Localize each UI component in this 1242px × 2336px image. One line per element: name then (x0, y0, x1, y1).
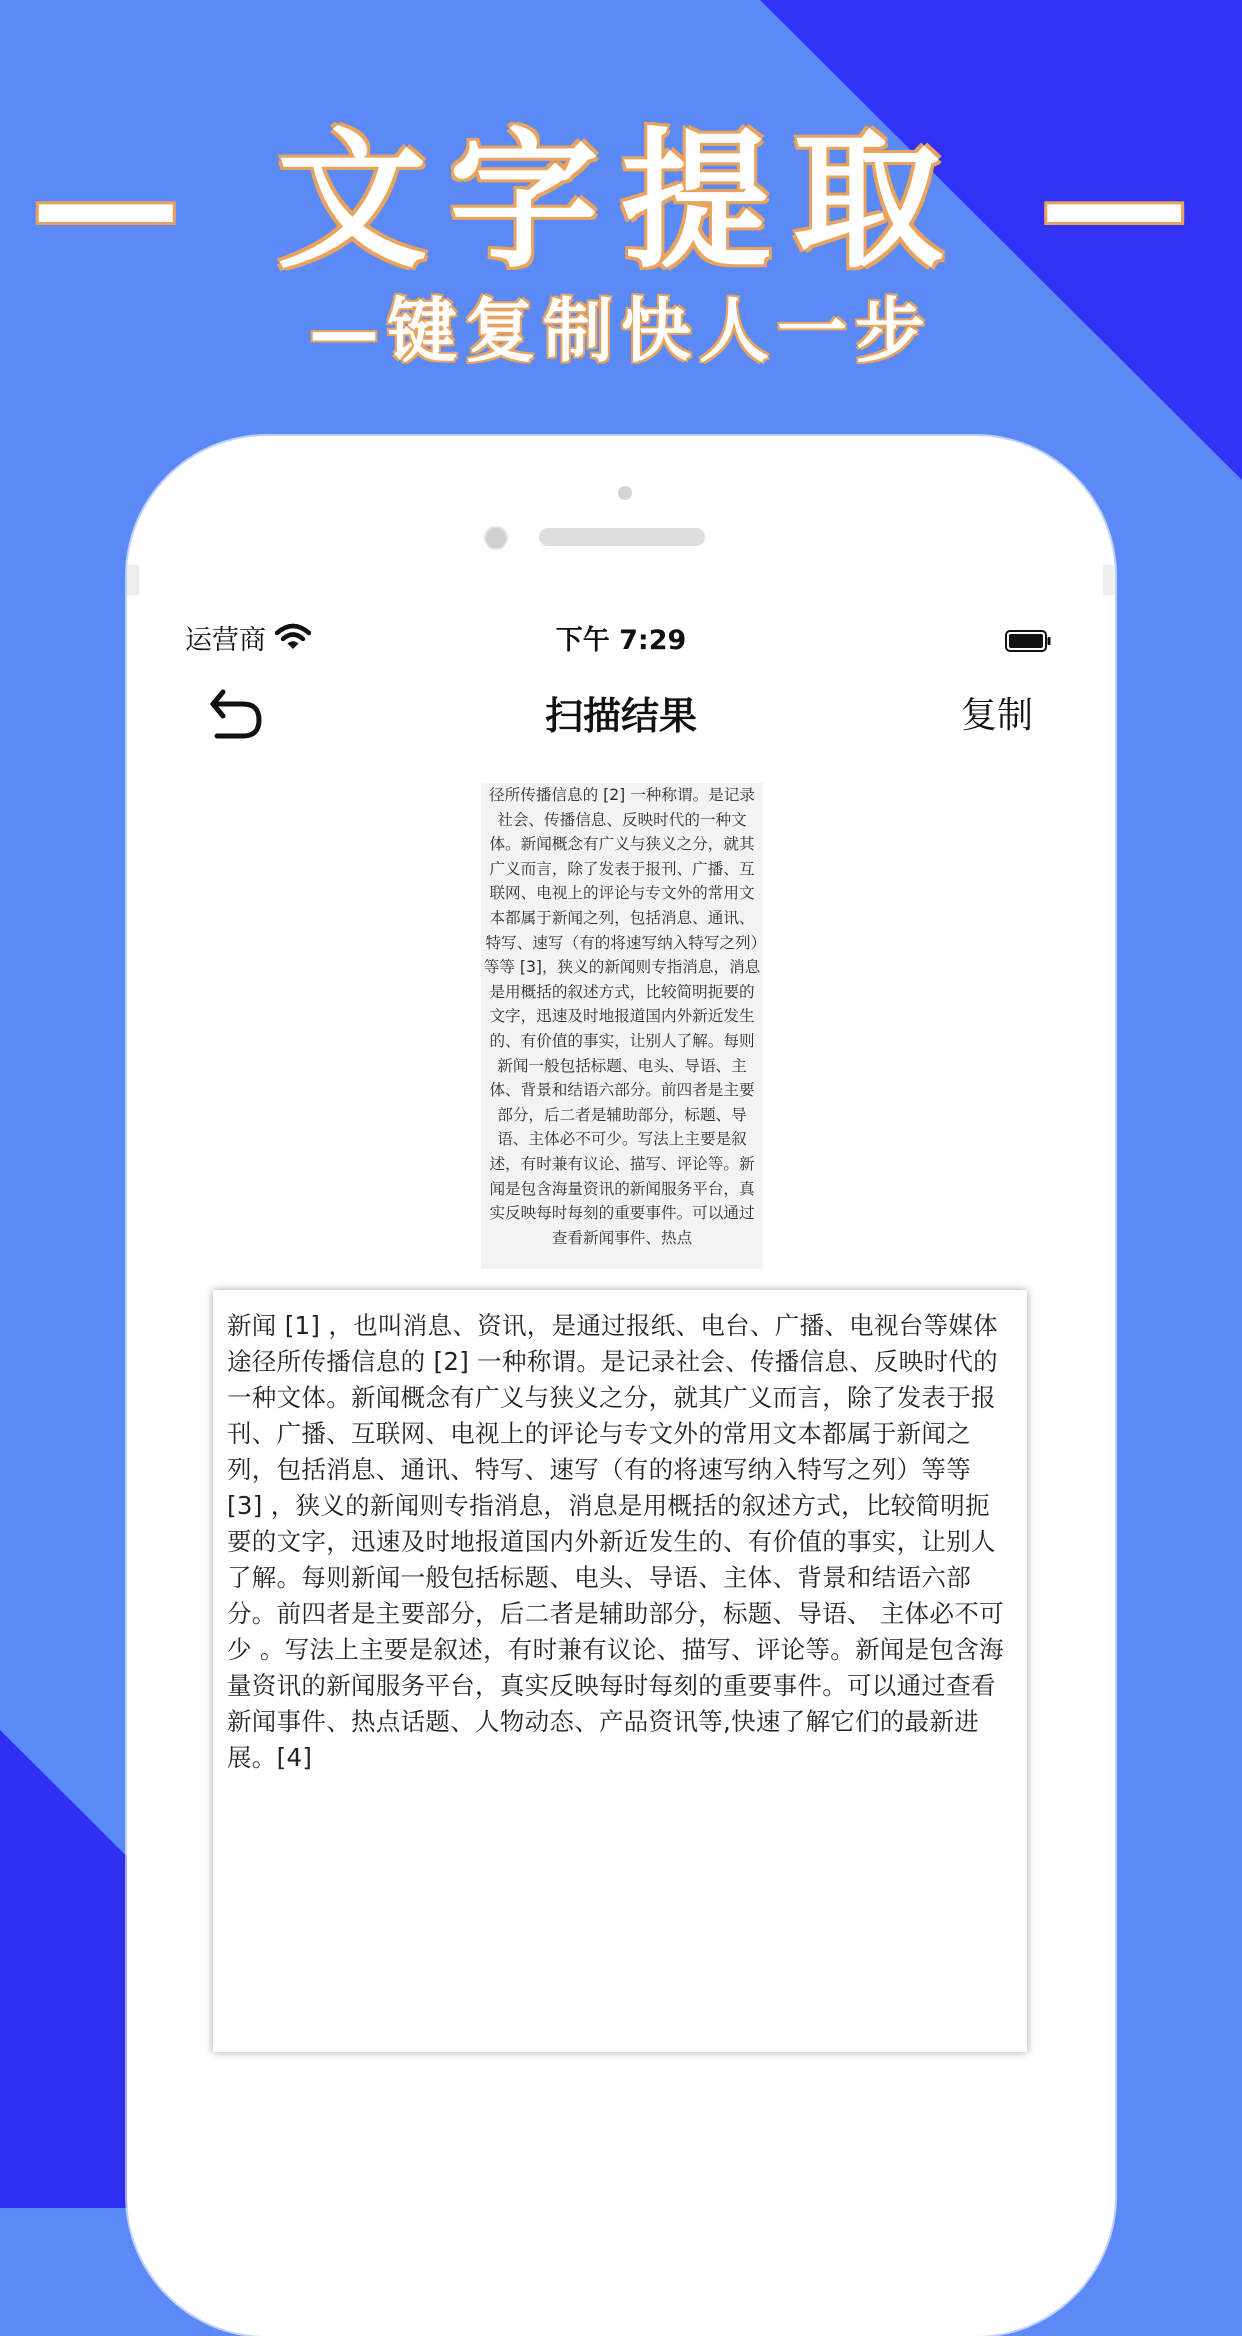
phone-side-button-right (1103, 565, 1115, 595)
result-text-area[interactable] (213, 1290, 1027, 2052)
phone-camera (484, 526, 508, 550)
phone-sensor-dot (618, 486, 632, 500)
status-time: 下午 7:29 (555, 625, 687, 656)
status-bar (127, 611, 1115, 671)
promo-subtitle: —键复制快人一步 (309, 289, 933, 372)
battery-icon (1005, 630, 1051, 652)
page-title: 扫描结果 (544, 694, 697, 738)
nav-bar (127, 666, 1115, 766)
phone-side-button-left (127, 565, 139, 595)
scanned-image-text: 径所传播信息的 [2] 一种称谓。是记录社会、传播信息、反映时代的一种文体。新闻概念有广义与狭义之分，就其广义而言，除了发表于报刊、广播、互联网、电视上的评论与专文外的常用文本都属于新闻之列，包括消息、通讯、特写、速写（有的将速写纳入特写之列）等等 [3]，狭义的新闻则专指消息，消息是用概括的叙述方式，比较简明扼要的文字，迅速及时地报道国内外新近发生的、有价值的事实，让别人了解。每则新闻一般包括标题、电头、导语、主体、背景和结语六部分。前四者是主要部分，后二者是辅助部分，标题、导语、主体必不可少。写法上主要是叙述，有时兼有议论、描写、评论等。新闻是包含海量资讯的新闻服务平台，真实反映每时每刻的重要事件。可以通过查看新闻事件、热点 (483, 786, 761, 1247)
scanned-image-preview (481, 783, 763, 1269)
phone-frame (127, 436, 1115, 2336)
phone-speaker (539, 528, 705, 546)
result-text: 新闻 [1] ，也叫消息、资讯，是通过报纸、电台、广播、电视台等媒体途径所传播信息的 [2] 一种称谓。是记录社会、传播信息、反映时代的一种文体。新闻概念有广义与狭义之分，就其广义而言，除了发表于报刊、广播、互联网、电视上的评论与专文外的常用文本都属于新闻之列，包括消息、通讯、特写、速写（有的将速写纳入特写之列）等等 [3] ，狭义的新闻则专指消息，消息是用概括的叙述方式，比较简明扼要的文字，迅速及时地报道国内外新近发生的、有价值的事实，让别人了解。每则新闻一般包括标题、电头、导语、主体、背景和结语六部分。前四者是主要部分，后二者是辅助部分，标题、导语、 主体必不可少 。写法上主要是叙述，有时兼有议论、描写、评论等。新闻是包含海量资讯的新闻服务平台，真实反映每时每刻的重要事件。可以通过查看新闻事件、热点话题、人物动态、产品资讯等,快速了解它们的最新进展。[4] (227, 1311, 1004, 1772)
carrier-label: 运营商 (185, 625, 266, 656)
copy-button[interactable]: 复制 (961, 666, 1033, 766)
promo-title: — 文字提取 — (30, 113, 1212, 289)
